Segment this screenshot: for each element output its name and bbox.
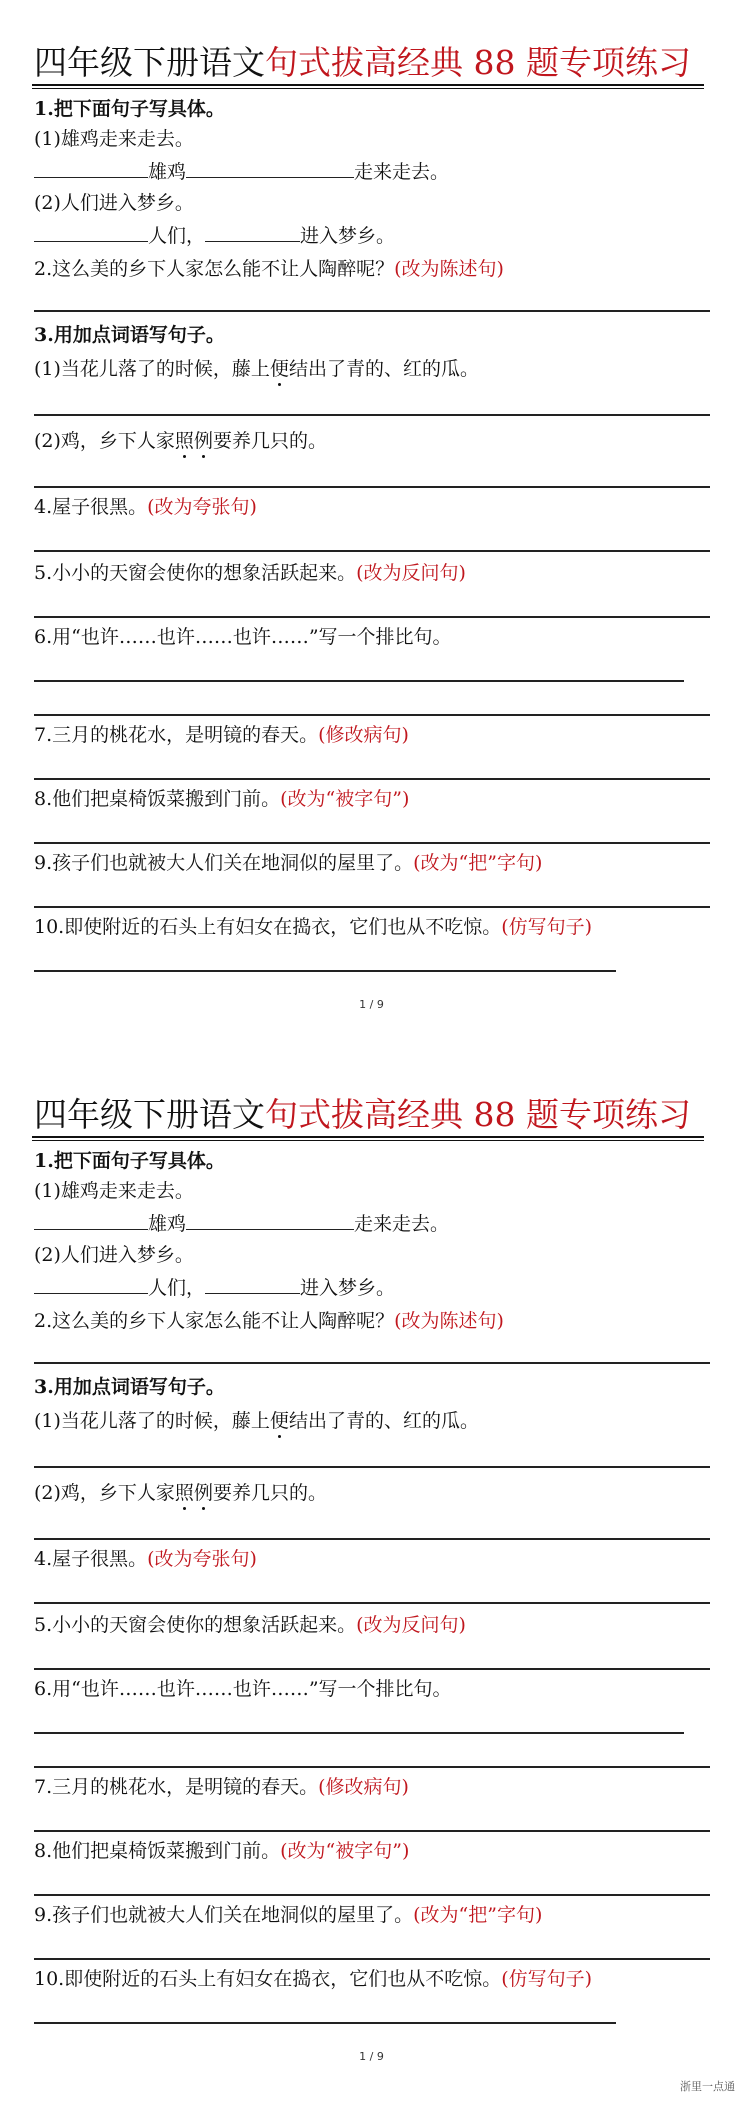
- answer-line[interactable]: [34, 1830, 710, 1832]
- q8-hint: (改为“被字句”): [280, 1840, 410, 1862]
- answer-line[interactable]: [34, 1766, 710, 1768]
- worksheet-title: [34, 1092, 691, 1138]
- q5-hint: (改为反问句): [356, 562, 466, 584]
- title-underline: [32, 84, 704, 86]
- title-underline: [32, 1136, 704, 1138]
- q10-hint: (仿写句子): [501, 1968, 593, 1990]
- answer-line[interactable]: [34, 1466, 710, 1468]
- q1-sentence-2: (2)人们进入梦乡。: [34, 1244, 194, 1266]
- q7-question: [34, 722, 409, 748]
- q1-s2-end: 进入梦乡。: [300, 225, 396, 247]
- q7-text: 7.三月的桃花水，是明镜的春天。: [34, 724, 319, 746]
- q6-question: [34, 624, 452, 650]
- worksheet-page-2: [0, 1052, 743, 2104]
- q3-s1-dotted-word: 便: [269, 1410, 289, 1432]
- q3-s2-post: 要养几只的。: [212, 1482, 327, 1504]
- answer-blank[interactable]: [34, 1274, 148, 1294]
- q1-s1-mid: 雄鸡: [148, 1213, 187, 1235]
- q1-heading: 1.把下面句子写具体。: [34, 98, 225, 120]
- answer-line[interactable]: [34, 1538, 710, 1540]
- q2-text: 2.这么美的乡下人家怎么能不让人陶醉呢？: [34, 1310, 395, 1332]
- answer-line[interactable]: [34, 680, 684, 682]
- q3-s1-dotted-word: 便: [269, 358, 289, 380]
- answer-blank[interactable]: [34, 1210, 148, 1230]
- q1-sentence-1: (1)雄鸡走来走去。: [34, 128, 194, 150]
- q7-hint: (修改病句): [318, 724, 409, 746]
- answer-line[interactable]: [34, 906, 710, 908]
- q8-text: 8.他们把桌椅饭菜搬到门前。: [34, 788, 281, 810]
- q1-s2-mid: 人们，: [148, 225, 206, 247]
- answer-line[interactable]: [34, 1958, 710, 1960]
- watermark: 浙里一点通: [680, 2080, 735, 2093]
- worksheet-title: [34, 40, 691, 86]
- answer-line[interactable]: [34, 1362, 710, 1364]
- q9-question: [34, 850, 542, 876]
- answer-blank[interactable]: [205, 222, 300, 242]
- q3-s2-dotted-word-2: 例: [193, 430, 213, 452]
- answer-blank[interactable]: [34, 222, 148, 242]
- answer-blank[interactable]: [34, 158, 148, 178]
- answer-blank[interactable]: [186, 158, 354, 178]
- q1-s2-end: 进入梦乡。: [300, 1277, 396, 1299]
- answer-line[interactable]: [34, 414, 710, 416]
- q3-s2-dotted-word-1: 照: [174, 1482, 194, 1504]
- q5-text: 5.小小的天窗会使你的想象活跃起来。: [34, 562, 357, 584]
- q4-question: [34, 494, 257, 520]
- q8-question: [34, 1838, 409, 1864]
- q2-question: [34, 256, 504, 282]
- page-number: 1 / 9: [359, 998, 384, 1011]
- answer-line[interactable]: [34, 310, 710, 312]
- answer-line[interactable]: [34, 778, 710, 780]
- q3-s1-post: 结出了青的、红的瓜。: [288, 358, 479, 380]
- answer-line[interactable]: [34, 1732, 684, 1734]
- page-number: 1 / 9: [359, 2050, 384, 2063]
- q7-hint: (修改病句): [318, 1776, 409, 1798]
- q2-question: [34, 1308, 504, 1334]
- q1-heading: 1.把下面句子写具体。: [34, 1150, 225, 1172]
- q1-s1-end: 走来走去。: [354, 161, 450, 183]
- q3-s1-pre: (1)当花儿落了的时候，藤上: [34, 358, 270, 380]
- answer-line[interactable]: [34, 2022, 616, 2024]
- q8-question: [34, 786, 409, 812]
- title-red-part: 句式拔高经典 88 题专项练习: [265, 43, 691, 82]
- q3-s2-pre: (2)鸡，乡下人家: [34, 430, 175, 452]
- title-underline-2: [32, 88, 704, 89]
- q3-sentence-2: [34, 1480, 327, 1506]
- q8-text: 8.他们把桌椅饭菜搬到门前。: [34, 1840, 281, 1862]
- title-red-part: 句式拔高经典 88 题专项练习: [265, 1095, 691, 1134]
- q5-question: [34, 560, 466, 586]
- q9-text: 9.孩子们也就被大人们关在地洞似的屋里了。: [34, 1904, 414, 1926]
- q4-text: 4.屋子很黑。: [34, 496, 148, 518]
- answer-line[interactable]: [34, 550, 710, 552]
- q5-text: 5.小小的天窗会使你的想象活跃起来。: [34, 1614, 357, 1636]
- q1-sentence-1: (1)雄鸡走来走去。: [34, 1180, 194, 1202]
- title-underline-2: [32, 1140, 704, 1141]
- q4-text: 4.屋子很黑。: [34, 1548, 148, 1570]
- q3-s1-pre: (1)当花儿落了的时候，藤上: [34, 1410, 270, 1432]
- q2-hint: (改为陈述句): [394, 1310, 504, 1332]
- q3-sentence-1: [34, 356, 479, 382]
- q3-s1-post: 结出了青的、红的瓜。: [288, 1410, 479, 1432]
- q7-text: 7.三月的桃花水，是明镜的春天。: [34, 1776, 319, 1798]
- q10-question: [34, 914, 592, 940]
- answer-line[interactable]: [34, 842, 710, 844]
- q5-question: [34, 1612, 466, 1638]
- q5-hint: (改为反问句): [356, 1614, 466, 1636]
- q3-heading: 3.用加点词语写句子。: [34, 324, 225, 346]
- q1-fill-line-2: [34, 222, 395, 249]
- q6-text: 6.用“也许……也许……也许……”写一个排比句。: [34, 626, 452, 648]
- answer-line[interactable]: [34, 1894, 710, 1896]
- q4-question: [34, 1546, 257, 1572]
- q4-hint: (改为夸张句): [147, 496, 257, 518]
- q1-s1-mid: 雄鸡: [148, 161, 187, 183]
- q1-sentence-2: (2)人们进入梦乡。: [34, 192, 194, 214]
- answer-blank[interactable]: [205, 1274, 300, 1294]
- answer-blank[interactable]: [186, 1210, 354, 1230]
- q2-text: 2.这么美的乡下人家怎么能不让人陶醉呢？: [34, 258, 395, 280]
- q6-question: [34, 1676, 452, 1702]
- q9-text: 9.孩子们也就被大人们关在地洞似的屋里了。: [34, 852, 414, 874]
- q3-s2-dotted-word-1: 照: [174, 430, 194, 452]
- q3-s2-post: 要养几只的。: [212, 430, 327, 452]
- q8-hint: (改为“被字句”): [280, 788, 410, 810]
- answer-line[interactable]: [34, 1602, 710, 1604]
- q3-sentence-2: [34, 428, 327, 454]
- q2-hint: (改为陈述句): [394, 258, 504, 280]
- q10-text: 10.即使附近的石头上有妇女在捣衣，它们也从不吃惊。: [34, 1968, 502, 1990]
- title-black-part: 四年级下册语文: [34, 43, 265, 82]
- answer-line[interactable]: [34, 1668, 710, 1670]
- q10-text: 10.即使附近的石头上有妇女在捣衣，它们也从不吃惊。: [34, 916, 502, 938]
- answer-line[interactable]: [34, 714, 710, 716]
- q1-fill-line-1: [34, 158, 449, 185]
- q10-question: [34, 1966, 592, 1992]
- q9-question: [34, 1902, 542, 1928]
- q4-hint: (改为夸张句): [147, 1548, 257, 1570]
- q9-hint: (改为“把”字句): [413, 1904, 543, 1926]
- q3-heading: 3.用加点词语写句子。: [34, 1376, 225, 1398]
- q10-hint: (仿写句子): [501, 916, 593, 938]
- q1-fill-line-1: [34, 1210, 449, 1237]
- q3-s2-dotted-word-2: 例: [193, 1482, 213, 1504]
- q3-sentence-1: [34, 1408, 479, 1434]
- answer-line[interactable]: [34, 616, 710, 618]
- q1-s1-end: 走来走去。: [354, 1213, 450, 1235]
- answer-line[interactable]: [34, 486, 710, 488]
- q1-fill-line-2: [34, 1274, 395, 1301]
- q6-text: 6.用“也许……也许……也许……”写一个排比句。: [34, 1678, 452, 1700]
- q7-question: [34, 1774, 409, 1800]
- q3-s2-pre: (2)鸡，乡下人家: [34, 1482, 175, 1504]
- q1-s2-mid: 人们，: [148, 1277, 206, 1299]
- answer-line[interactable]: [34, 970, 616, 972]
- q9-hint: (改为“把”字句): [413, 852, 543, 874]
- title-black-part: 四年级下册语文: [34, 1095, 265, 1134]
